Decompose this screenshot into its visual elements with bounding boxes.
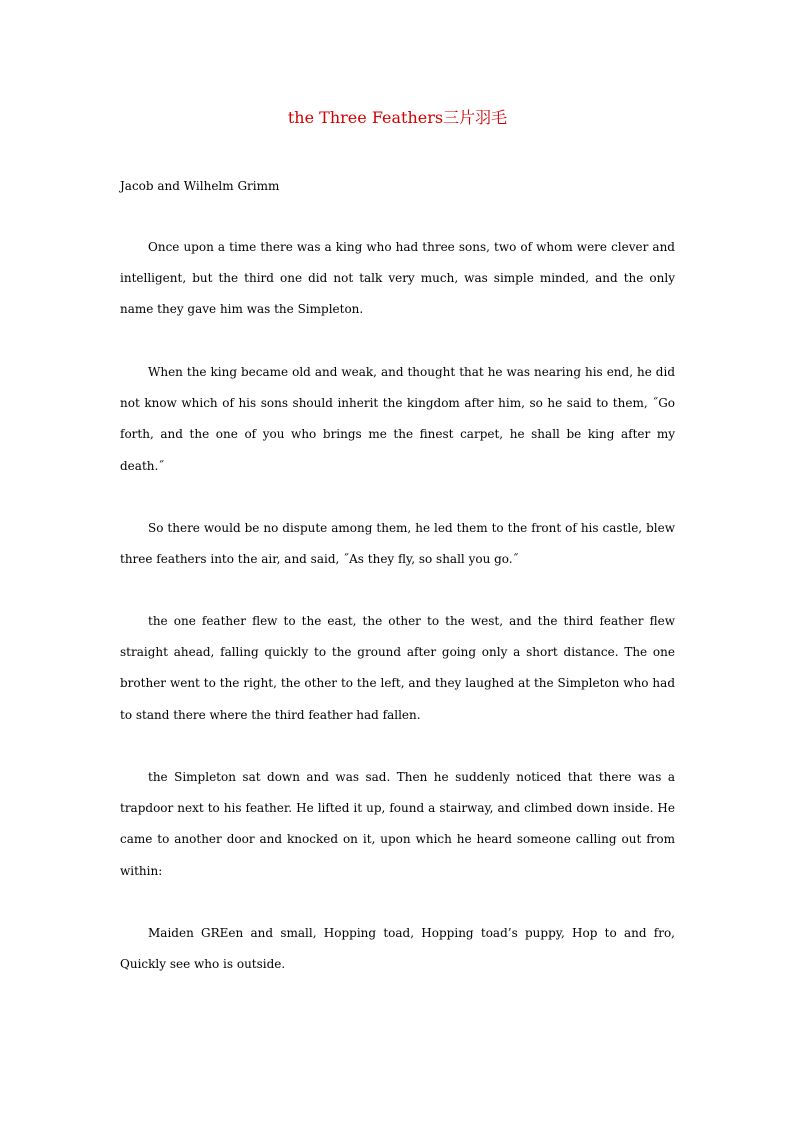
document-title: the Three Feathers三片羽毛 — [287, 108, 508, 127]
paragraph-4: the one feather flew to the east, the other to the west, and the third feather flew straight ahead, falling quickly to the ground after going only a short distance. The one brother went to the right, the other to the left, and they laughed at the Simpleton who had to stand there where the third feather had fallen. — [120, 614, 675, 722]
paragraph-6: Maiden GREen and small, Hopping toad, Hopping toad’s puppy, Hop to and fro, Quickly see who is outside. — [120, 926, 675, 972]
paragraph-3: So there would be no dispute among them, he led them to the front of his castle, blew three feathers into the air, and said, ˝As they fly, so shall you go.˝ — [120, 521, 675, 567]
paragraph-1: Once upon a time there was a king who had three sons, two of whom were clever and intelligent, but the third one did not talk very much, was simple minded, and the only name they gave him was the Simpleton. — [120, 240, 675, 317]
document-author: Jacob and Wilhelm Grimm — [120, 179, 280, 193]
paragraph-2: When the king became old and weak, and thought that he was nearing his end, he did not know which of his sons should inherit the kingdom after him, so he said to them, ˝Go forth, and the one of you who brings me the finest carpet, he shall be king after my death.˝ — [120, 365, 675, 473]
paragraph-5: the Simpleton sat down and was sad. Then he suddenly noticed that there was a trapdoor next to his feather. He lifted it up, found a stairway, and climbed down inside. He came to another door and knocked on it, upon which he heard someone calling out from within: — [120, 770, 675, 878]
